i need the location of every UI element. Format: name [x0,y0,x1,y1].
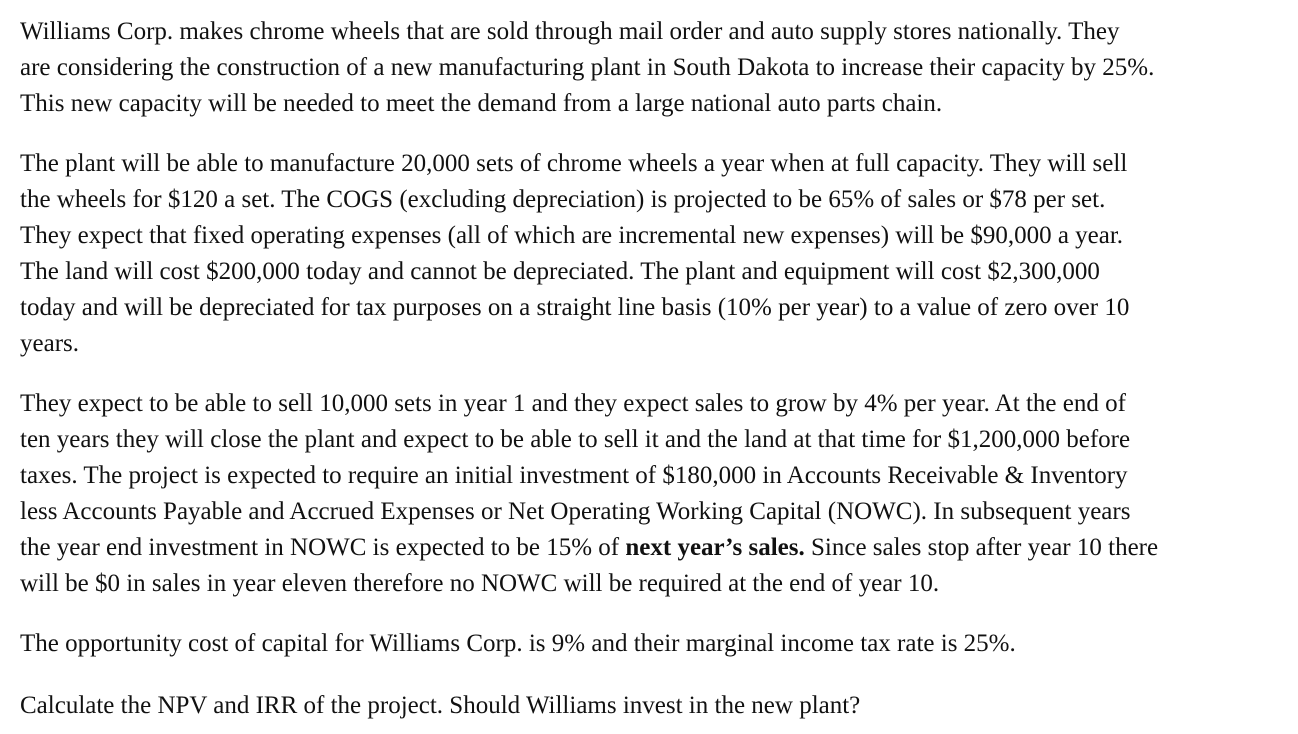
p3-line-5 [20,530,1158,566]
p3-line-2: ten years they will close the plant and expect to be able to sell it and the land at that time for $1,200,000 before [20,426,1131,453]
p2-line-6: years. [20,330,79,357]
p3-line-3: taxes. The project is expected to require an initial investment of $180,000 in Accounts Receivable & Inventory [20,462,1128,489]
p4-line-1: The opportunity cost of capital for Williams Corp. is 9% and their marginal income tax rate is 25%. [20,630,1016,657]
p3-line-5-end: Since sales stop after year 10 there [804,534,1159,561]
p3-line-4: less Accounts Payable and Accrued Expenses or Net Operating Working Capital (NOWC). In subsequent years [20,498,1131,525]
next-years-sales-emphasis: next year’s sales. [625,534,805,561]
p3-line-5-start: the year end investment in NOWC is expected to be 15% of [20,534,626,561]
p1-line-2: are considering the construction of a new manufacturing plant in South Dakota to increase their capacity by 25%. [20,54,1155,81]
p2-line-5: today and will be depreciated for tax purposes on a straight line basis (10% per year) to a value of zero over 10 [20,294,1130,321]
p2-line-1: The plant will be able to manufacture 20,000 sets of chrome wheels a year when at full capacity. They will sell [20,150,1128,177]
p2-line-3: They expect that fixed operating expenses (all of which are incremental new expenses) will be $90,000 a year. [20,222,1124,249]
p3-line-6: will be $0 in sales in year eleven therefore no NOWC will be required at the end of year 10. [20,570,940,597]
p2-line-2: the wheels for $120 a set. The COGS (excluding depreciation) is projected to be 65% of sales or $78 per set. [20,186,1106,213]
p2-line-4: The land will cost $200,000 today and cannot be depreciated. The plant and equipment will cost $2,300,000 [20,258,1100,285]
p1-line-1: Williams Corp. makes chrome wheels that are sold through mail order and auto supply stores nationally. They [20,18,1120,45]
p1-line-3: This new capacity will be needed to meet the demand from a large national auto parts chain. [20,90,943,117]
question-line: Calculate the NPV and IRR of the project. Should Williams invest in the new plant? [20,692,861,719]
p3-line-1: They expect to be able to sell 10,000 sets in year 1 and they expect sales to grow by 4% per year. At the end of [20,390,1126,417]
